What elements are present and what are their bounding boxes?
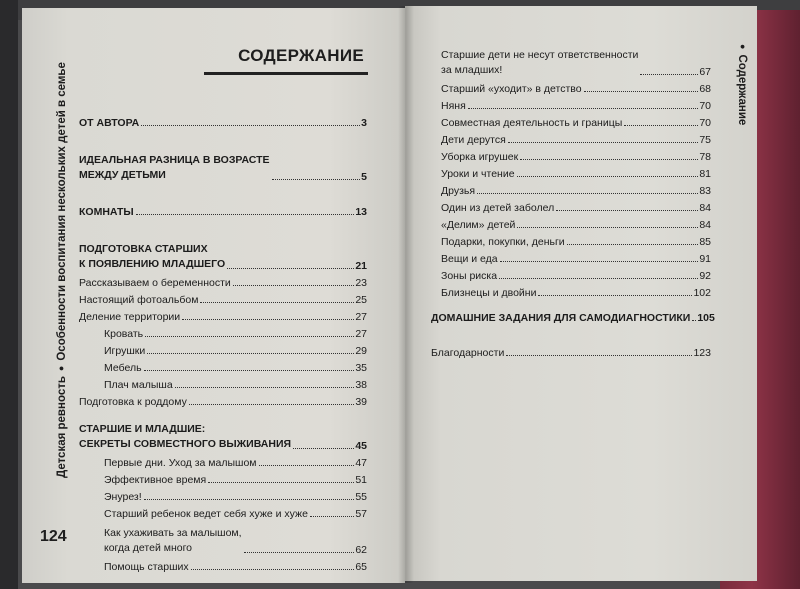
running-head-left <box>56 62 68 478</box>
toc-subentry[interactable] <box>441 197 711 214</box>
dot-leader <box>272 179 361 180</box>
toc-entry-page: 3 <box>361 117 367 129</box>
toc-entry-label: Деление территории <box>79 311 181 323</box>
toc-entry-page: 68 <box>699 83 711 95</box>
toc-subentry[interactable] <box>79 520 367 556</box>
toc-entry-label: ДОМАШНИЕ ЗАДАНИЯ ДЛЯ САМОДИАГНОСТИКИ <box>431 312 691 324</box>
toc-entry[interactable] <box>79 416 367 452</box>
dot-leader <box>624 125 698 126</box>
toc-subentry[interactable] <box>441 146 711 163</box>
toc-entry-label-line2: когда детей много <box>104 542 193 554</box>
dot-leader <box>227 268 354 269</box>
toc-heading <box>204 46 368 75</box>
toc-subentry[interactable] <box>79 503 367 520</box>
toc-entry-label: «Делим» детей <box>441 219 516 231</box>
toc-entry-label: Уроки и чтение <box>441 168 515 180</box>
toc-entry[interactable] <box>79 112 367 129</box>
toc-entry-label: Энурез! <box>104 491 142 503</box>
toc-subentry[interactable] <box>441 78 711 95</box>
toc-entry-page: 62 <box>355 544 367 556</box>
toc-subentry[interactable] <box>441 129 711 146</box>
toc-entry-label: Няня <box>441 100 466 112</box>
dot-leader <box>556 210 698 211</box>
dot-leader <box>517 227 698 228</box>
toc-subentry[interactable] <box>441 42 711 78</box>
toc-subentry[interactable] <box>79 357 367 374</box>
toc-subentry[interactable] <box>441 231 711 248</box>
title-underline <box>204 72 368 75</box>
toc-subentry[interactable] <box>441 214 711 231</box>
toc-entry[interactable] <box>79 391 367 408</box>
toc-entry-page: 35 <box>355 362 367 374</box>
toc-entry-label: Рассказываем о беременности <box>79 277 231 289</box>
dot-leader <box>189 404 354 405</box>
dot-leader <box>182 319 354 320</box>
toc-entry-page: 21 <box>355 260 367 272</box>
toc-entry-label: Друзья <box>441 185 476 197</box>
dot-leader <box>310 516 354 517</box>
toc-entry-page: 105 <box>697 312 715 324</box>
toc-entry-page: 65 <box>355 561 367 573</box>
toc-entry-page: 55 <box>355 491 367 503</box>
page-title: СОДЕРЖАНИЕ <box>238 46 364 65</box>
toc-entry-label: Игрушки <box>104 345 146 357</box>
toc-entry-label: Старшие дети не несут ответственности <box>441 49 639 61</box>
toc-subentry[interactable] <box>441 248 711 265</box>
toc-entry-page: 91 <box>699 253 711 265</box>
dot-leader <box>175 387 355 388</box>
toc-entry-label-line2: СЕКРЕТЫ СОВМЕСТНОГО ВЫЖИВАНИЯ <box>79 438 292 450</box>
dot-leader <box>136 214 355 215</box>
toc-entry-page: 45 <box>355 440 367 452</box>
toc-subentry[interactable] <box>79 340 367 357</box>
toc-entry-page: 29 <box>355 345 367 357</box>
toc-subentry[interactable] <box>79 556 367 573</box>
toc-entry-page: 25 <box>355 294 367 306</box>
dot-leader <box>692 320 696 321</box>
dot-leader <box>191 569 355 570</box>
toc-subentry[interactable] <box>441 163 711 180</box>
toc-left-column <box>79 112 367 573</box>
dot-leader <box>145 336 354 337</box>
toc-subentry[interactable] <box>441 95 711 112</box>
bullet-separator: ● <box>56 365 66 372</box>
toc-entry-label: ИДЕАЛЬНАЯ РАЗНИЦА В ВОЗРАСТЕ <box>79 154 270 166</box>
dot-leader <box>508 142 699 143</box>
toc-entry-page: 39 <box>355 396 367 408</box>
toc-subentry[interactable] <box>79 374 367 391</box>
toc-entry-label: Зоны риска <box>441 270 498 282</box>
toc-entry-page: 92 <box>699 270 711 282</box>
toc-entry-page: 78 <box>699 151 711 163</box>
toc-subentry[interactable] <box>79 323 367 340</box>
toc-right-column <box>431 42 715 359</box>
toc-entry-page: 51 <box>355 474 367 486</box>
toc-subentry[interactable] <box>441 282 711 299</box>
toc-entry-label: Плач малыша <box>104 379 173 391</box>
toc-entry-page: 81 <box>699 168 711 180</box>
toc-entry-page: 67 <box>699 66 711 78</box>
toc-entry-label: Один из детей заболел <box>441 202 555 214</box>
book-cover-edge-left <box>0 0 18 589</box>
toc-entry[interactable] <box>79 289 367 306</box>
dot-leader <box>538 295 692 296</box>
toc-entry-page: 27 <box>355 311 367 323</box>
dot-leader <box>499 278 698 279</box>
dot-leader <box>141 125 360 126</box>
dot-leader <box>567 244 699 245</box>
toc-subentry[interactable] <box>79 486 367 503</box>
toc-entry-page: 47 <box>355 457 367 469</box>
toc-entry-page: 84 <box>699 219 711 231</box>
toc-entry-label: Настоящий фотоальбом <box>79 294 199 306</box>
toc-entry-page: 5 <box>361 171 367 183</box>
toc-entry-label: Благодарности <box>431 347 505 359</box>
toc-entry-label: Старший ребенок ведет себя хуже и хуже <box>104 508 308 520</box>
toc-entry[interactable] <box>79 147 367 183</box>
dot-leader <box>233 285 355 286</box>
toc-subentry[interactable] <box>79 452 367 469</box>
toc-entry-page: 23 <box>355 277 367 289</box>
toc-entry-page: 84 <box>699 202 711 214</box>
toc-entry-label: Эффективное время <box>104 474 207 486</box>
running-head-right <box>736 44 748 125</box>
dot-leader <box>468 108 699 109</box>
dot-leader <box>208 482 354 483</box>
toc-entry-page: 27 <box>355 328 367 340</box>
toc-entry-label: Уборка игрушек <box>441 151 519 163</box>
dot-leader <box>244 552 355 553</box>
toc-entry-label: Как ухаживать за малышом, <box>104 527 242 539</box>
page-number: 124 <box>40 528 67 545</box>
toc-subentry[interactable] <box>441 265 711 282</box>
toc-subentry[interactable] <box>79 469 367 486</box>
toc-entry-page: 75 <box>699 134 711 146</box>
dot-leader <box>144 370 355 371</box>
dot-leader <box>147 353 354 354</box>
dot-leader <box>259 465 355 466</box>
toc-entry-page: 38 <box>355 379 367 391</box>
toc-entry-label: Мебель <box>104 362 142 374</box>
dot-leader <box>584 91 699 92</box>
toc-entry-label: Дети дерутся <box>441 134 506 146</box>
toc-entry-page: 123 <box>693 347 711 359</box>
toc-entry-label: СТАРШИЕ И МЛАДШИЕ: <box>79 423 206 435</box>
toc-entry-page: 57 <box>355 508 367 520</box>
dot-leader <box>500 261 699 262</box>
toc-entry[interactable] <box>79 236 367 272</box>
toc-entry-label: Первые дни. Уход за малышом <box>104 457 257 469</box>
toc-entry[interactable] <box>431 342 711 359</box>
toc-entry-page: 13 <box>355 206 367 218</box>
toc-entry-label: Подарки, покупки, деньги <box>441 236 565 248</box>
toc-entry-label: Кровать <box>104 328 144 340</box>
dot-leader <box>506 355 692 356</box>
dot-leader <box>293 448 354 449</box>
toc-entry-label-line2: К ПОЯВЛЕНИЮ МЛАДШЕГО <box>79 258 226 270</box>
dot-leader <box>200 302 354 303</box>
toc-entry-label: Старший «уходит» в детство <box>441 83 582 95</box>
toc-entry-page: 70 <box>699 117 711 129</box>
dot-leader <box>477 193 698 194</box>
bullet-separator: ● <box>738 44 748 50</box>
toc-entry-label-line2: МЕЖДУ ДЕТЬМИ <box>79 169 166 181</box>
toc-entry-page: 83 <box>699 185 711 197</box>
dot-leader <box>640 74 698 75</box>
toc-entry-label: ОТ АВТОРА <box>79 117 140 129</box>
toc-entry-label: Помощь старших <box>104 561 189 573</box>
toc-entry-label: Подготовка к роддому <box>79 396 187 408</box>
running-head-left-part2: Особенности воспитания нескольких детей в семье <box>56 62 68 361</box>
dot-leader <box>520 159 698 160</box>
dot-leader <box>517 176 699 177</box>
toc-entry-page: 85 <box>699 236 711 248</box>
toc-entry[interactable] <box>431 307 715 324</box>
dot-leader <box>144 499 355 500</box>
toc-entry-label: Близнецы и двойни <box>441 287 537 299</box>
toc-entry[interactable] <box>79 306 367 323</box>
toc-entry-label: ПОДГОТОВКА СТАРШИХ <box>79 243 208 255</box>
toc-subentry[interactable] <box>441 180 711 197</box>
toc-entry-label: Вещи и еда <box>441 253 498 265</box>
toc-subentry[interactable] <box>441 112 711 129</box>
running-head-right-text: Содержание <box>736 54 748 126</box>
toc-entry[interactable] <box>79 201 367 218</box>
book-gutter <box>398 6 414 583</box>
toc-entry-page: 102 <box>693 287 711 299</box>
running-head-left-part1: Детская ревность <box>56 376 68 478</box>
toc-entry-label-line2: за младших! <box>441 64 503 76</box>
toc-entry-label: КОМНАТЫ <box>79 206 134 218</box>
toc-entry[interactable] <box>79 272 367 289</box>
toc-entry-label: Совместная деятельность и границы <box>441 117 623 129</box>
toc-entry-page: 70 <box>699 100 711 112</box>
